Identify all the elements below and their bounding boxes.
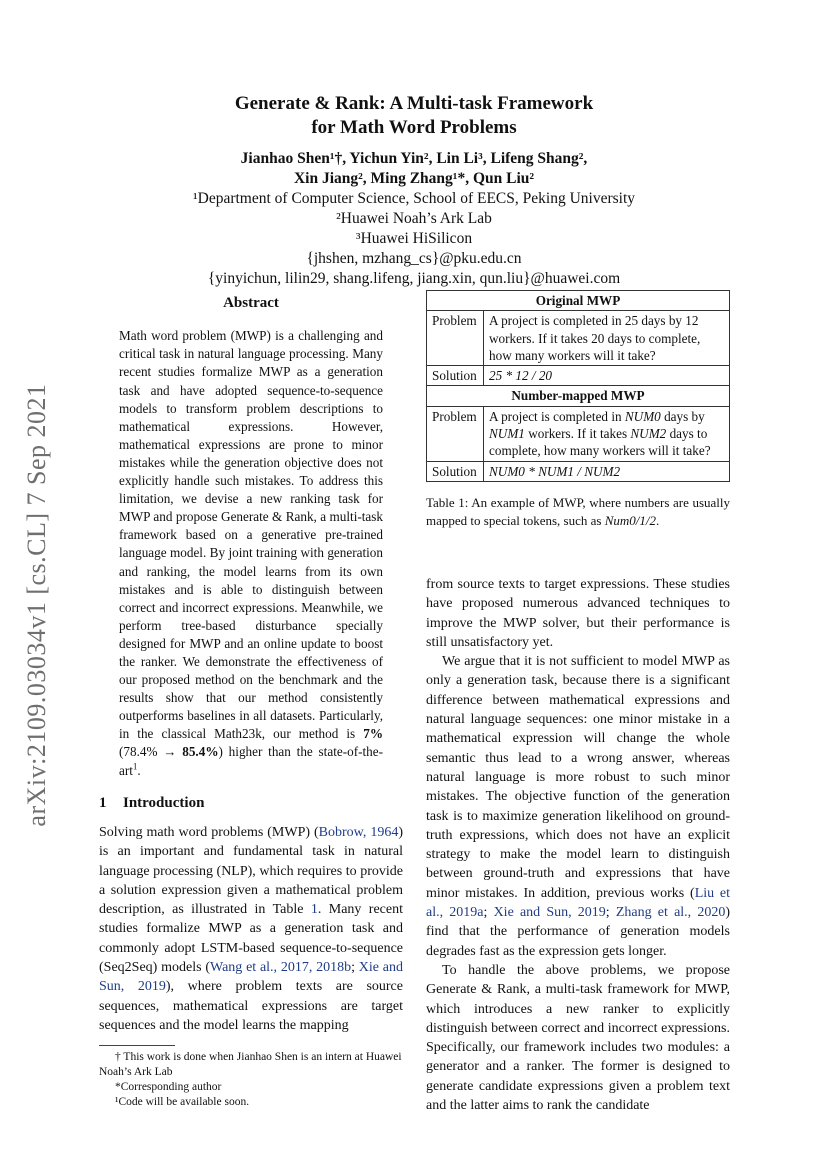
- title-line-2: for Math Word Problems: [311, 117, 517, 138]
- citation-xie[interactable]: Xie and Sun, 2019: [493, 905, 606, 921]
- footnote-intern: † This work is done when Jianhao Shen is an intern at Huawei Noah’s Ark Lab: [99, 1051, 402, 1079]
- token-num0: NUM0: [624, 408, 661, 424]
- right-column: [426, 290, 730, 1115]
- intro-paragraph: [99, 823, 403, 1035]
- abstract-body: [119, 327, 383, 779]
- paragraph-continuation: from source texts to target expressions. These studies have proposed numerous advanced techniques to improve the MWP solver, but their performance is still unsatisfactory yet.: [426, 576, 730, 650]
- argument-text-a: We argue that it is not sufficient to model MWP as only a generation task, because there is a significant difference between mathematical expressions and natural language sequences: one minor mistake in a mathematical expression will change the whole semantic thus lead to a wrong answer, whereas natural language is more robust to such minor mistakes. The objective function of the generation task is to maximize generation likelihood on ground-truth expressions, which does not have an explicit strategy to make the model learn to distinguish between ground-truth and expressions that have minor mistakes. In addition, previous works (: [426, 654, 730, 901]
- mapped-solution-text: NUM0 * NUM1 / NUM2: [484, 461, 730, 481]
- original-solution-text: 25 * 12 / 20: [484, 366, 730, 386]
- citation-wang[interactable]: Wang et al., 2017, 2018b: [209, 960, 352, 976]
- citation-xie[interactable]: Xie and Sun, 2019: [99, 960, 403, 995]
- token-num2: NUM2: [630, 426, 667, 442]
- intro-text-e: ), where problem texts are source sequences, mathematical expressions are target sequences and the model learns the mapping: [99, 979, 403, 1033]
- affiliation-2: ²Huawei Noah’s Ark Lab: [336, 210, 492, 227]
- table-row: [427, 406, 730, 461]
- paragraph-proposal: To handle the above problems, we propose Generate & Rank, a multi-task framework for MWP, which introduces a new ranker to explicitly distinguish between correct and incorrect expressions. Specifically, our framework includes two modules: a generator and a ranker. The former is designed to generate candidate expressions given a problem text and the latter aims to rank the candidate: [426, 962, 730, 1113]
- paper-title: [100, 92, 728, 140]
- citation-zhang[interactable]: Zhang et al., 2020: [615, 905, 726, 921]
- right-body: [426, 575, 730, 1115]
- arxiv-sidebar: [12, 370, 62, 840]
- citation-sep: ;: [483, 905, 494, 921]
- authors-line-2: Xin Jiang², Ming Zhang¹*, Qun Liu²: [293, 170, 535, 187]
- abstract-score: 85.4%: [182, 744, 219, 760]
- affiliation-1: ¹Department of Computer Science, School of EECS, Peking University: [192, 190, 635, 207]
- problem-label: Problem: [427, 406, 484, 461]
- abstract-text-b: (78.4% →: [119, 744, 183, 760]
- table-row: [427, 291, 730, 311]
- authors-line-1: Jianhao Shen¹†, Yichun Yin², Lin Li³, Lifeng Shang²,: [240, 150, 588, 167]
- footnotes: [99, 1045, 403, 1110]
- abstract-heading: Abstract: [223, 295, 279, 311]
- author-list: [100, 149, 728, 189]
- email-line-2: {yinyichun, lilin29, shang.lifeng, jiang.xin, qun.liu}@huawei.com: [207, 270, 621, 287]
- paper-header: [100, 92, 728, 289]
- original-problem-text: A project is completed in 25 days by 12 workers. If it takes 20 days to complete, how many workers will it take?: [484, 311, 730, 366]
- email-line-1: {jhshen, mzhang_cs}@pku.edu.cn: [306, 250, 522, 267]
- section-number: 1: [99, 794, 107, 811]
- table-reference[interactable]: 1: [310, 902, 318, 918]
- abstract-text-a: Math word problem (MWP) is a challenging and critical task in natural language processing. Many recent studies formalize MWP as a generation task and have adopted sequence-to-sequence models to transform problem descriptions to mathematical expressions. However, mathematical expressions are prone to minor mistakes while the generation objective does not explicitly handle such mistakes. To address this limitation, we devise a new ranking task for MWP and propose Generate & Rank, a multi-task framework based on a generative pre-trained language model. By joint training with generation and ranking, the model learns from its own mistakes and is able to distinguish between correct and incorrect expressions. Meanwhile, we perform tree-based disturbance specially designed for MWP and an online update to boost the ranker. We demonstrate the effectiveness of our proposed method on the benchmark and the results show that our method consistently outperforms baselines in all datasets. Particularly, in the classical Math23k, our method is: [119, 328, 383, 742]
- intro-text-d: ;: [351, 960, 359, 976]
- title-line-1: Generate & Rank: A Multi-task Framework: [234, 93, 594, 114]
- left-column: [99, 290, 403, 1110]
- mapped-text: A project is completed in: [489, 408, 625, 424]
- solution-label: Solution: [427, 366, 484, 386]
- abstract-footnote-mark[interactable]: 1: [132, 761, 138, 772]
- citation-liu[interactable]: Liu et al., 2019a: [426, 885, 731, 921]
- abstract-text-c: ) higher than the state-of-the-art: [119, 744, 383, 778]
- footnote-rule: [99, 1045, 175, 1046]
- mapped-mwp-heading: Number-mapped MWP: [427, 386, 730, 406]
- mwp-example-table: [426, 290, 730, 482]
- caption-end: .: [656, 512, 660, 528]
- affiliation-3: ³Huawei HiSilicon: [355, 230, 473, 247]
- problem-label: Problem: [427, 311, 484, 366]
- intro-text-b: ) is an important and fundamental task in natural language processing (NLP), which requires to provide a solution expression given a mathematical problem description, as illustrated in Table: [99, 824, 404, 918]
- abstract-text-d: .: [137, 762, 141, 778]
- intro-text-c: . Many recent studies formalize MWP as a generation task and commonly adopt LSTM-based sequence-to-sequence (Seq2Seq) models (: [99, 902, 404, 976]
- argument-text-b: ) find that the performance of generation models degrades fast as the expression gets longer.: [426, 905, 731, 959]
- section-title: Introduction: [123, 794, 205, 811]
- mapped-problem-text: [484, 406, 730, 461]
- token-num1: NUM1: [489, 426, 525, 442]
- mapped-text: days to complete, how many workers will it take?: [489, 426, 711, 459]
- paragraph-argument: [426, 652, 730, 961]
- original-mwp-heading: Original MWP: [427, 291, 730, 311]
- mapped-text: workers. If it takes: [524, 426, 631, 442]
- table-row: [427, 366, 730, 386]
- footnote-corresponding: *Corresponding author: [115, 1081, 222, 1094]
- table-row: [427, 461, 730, 481]
- table-row: [427, 311, 730, 366]
- table-row: [427, 386, 730, 406]
- solution-label: Solution: [427, 461, 484, 481]
- table-caption: [426, 494, 730, 530]
- citation-bobrow[interactable]: Bobrow, 1964: [318, 824, 399, 840]
- arxiv-identifier: arXiv:2109.03034v1 [cs.CL] 7 Sep 2021: [22, 383, 51, 827]
- abstract-gain: 7%: [363, 726, 383, 742]
- footnote-code: ¹Code will be available soon.: [115, 1096, 250, 1109]
- intro-text-a: Solving math word problems (MWP) (: [99, 824, 319, 840]
- mapped-text: days by: [660, 408, 705, 424]
- caption-text: Table 1: An example of MWP, where numbers are usually mapped to special tokens, such as: [426, 494, 730, 528]
- section-heading-introduction: [99, 794, 403, 813]
- citation-sep: ;: [605, 905, 616, 921]
- caption-tokens: Num0/1/2: [604, 512, 657, 528]
